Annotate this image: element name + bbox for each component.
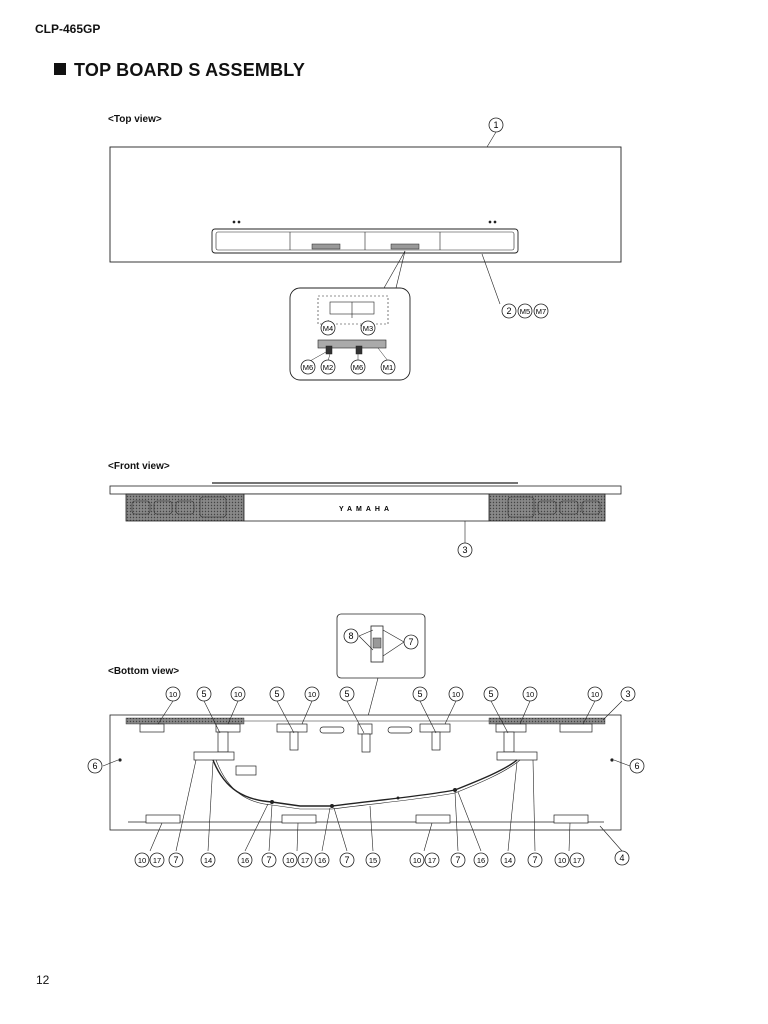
svg-text:M1: M1	[382, 363, 394, 372]
callout-bottom_sides-6	[630, 759, 644, 773]
svg-text:10: 10	[307, 690, 317, 699]
callout-bottom_row-7	[451, 853, 465, 867]
callout-inset-7	[404, 635, 418, 649]
callout-detail-M3	[361, 321, 375, 335]
callout-bottom_row-7	[169, 853, 183, 867]
callout-bottom_row-16	[315, 853, 329, 867]
callout-bottom_row-16	[238, 853, 252, 867]
svg-text:10: 10	[137, 856, 147, 865]
svg-text:17: 17	[300, 856, 310, 865]
callout-detail-M1	[381, 360, 395, 374]
svg-text:5: 5	[488, 689, 494, 699]
svg-text:7: 7	[455, 855, 461, 865]
callout-bottom_row-7	[528, 853, 542, 867]
callout-bottom_top_row-5	[270, 687, 284, 701]
svg-text:3: 3	[625, 689, 631, 699]
svg-text:M2: M2	[322, 363, 334, 372]
callout-bottom_row-10	[283, 853, 297, 867]
top-view-drawing	[110, 132, 621, 380]
callout-bottom_top_row-10	[231, 687, 245, 701]
svg-text:2: 2	[506, 306, 512, 316]
svg-text:7: 7	[408, 637, 414, 647]
svg-text:M5: M5	[519, 307, 531, 316]
svg-text:1: 1	[493, 120, 499, 130]
bottom-view-drawing	[110, 715, 621, 830]
callout-bottom_row-15	[366, 853, 380, 867]
front-view-label: <Front view>	[108, 461, 170, 472]
svg-text:10: 10	[285, 856, 295, 865]
svg-text:7: 7	[344, 855, 350, 865]
bottom-view-label: <Bottom view>	[108, 666, 180, 677]
svg-text:16: 16	[317, 856, 327, 865]
front-view-drawing	[110, 483, 621, 543]
svg-text:15: 15	[368, 856, 378, 865]
callout-bottom_row-10	[555, 853, 569, 867]
callout-bottom_top_row-10	[523, 687, 537, 701]
svg-text:M4: M4	[322, 324, 334, 333]
top-board-outline	[110, 147, 621, 262]
svg-text:16: 16	[240, 856, 250, 865]
svg-text:10: 10	[590, 690, 600, 699]
svg-text:10: 10	[233, 690, 243, 699]
svg-text:4: 4	[619, 853, 625, 863]
front-speaker-grille-right	[489, 494, 605, 521]
callout-bottom_top_row-10	[305, 687, 319, 701]
svg-text:5: 5	[201, 689, 207, 699]
svg-text:M3: M3	[362, 324, 374, 333]
callout-bottom_row-14	[201, 853, 215, 867]
svg-text:3: 3	[462, 545, 468, 555]
callout-detail-M2	[321, 360, 335, 374]
callout-detail-M6	[301, 360, 315, 374]
callout-bottom_top_row-5	[197, 687, 211, 701]
callout-top-2	[502, 304, 516, 318]
callout-inset-8	[344, 629, 358, 643]
model-number: CLP-465GP	[35, 22, 101, 36]
callout-bottom_row-17	[298, 853, 312, 867]
svg-text:16: 16	[476, 856, 486, 865]
page-number: 12	[36, 973, 50, 987]
svg-text:8: 8	[348, 631, 354, 641]
svg-text:10: 10	[168, 690, 178, 699]
callout-bottom_row-17	[570, 853, 584, 867]
svg-text:17: 17	[152, 856, 162, 865]
callout-bottom_row-7	[262, 853, 276, 867]
callout-top-1	[489, 118, 503, 132]
callout-bottom_top_row-5	[413, 687, 427, 701]
top-view-label: <Top view>	[108, 114, 162, 125]
svg-text:14: 14	[203, 856, 213, 865]
svg-text:14: 14	[503, 856, 513, 865]
callout-bottom_top_row-5	[340, 687, 354, 701]
callout-bottom_top_row-10	[166, 687, 180, 701]
callout-bottom_row-17	[425, 853, 439, 867]
svg-text:5: 5	[417, 689, 423, 699]
svg-text:M6: M6	[352, 363, 364, 372]
callout-top-M5	[518, 304, 532, 318]
callout-bottom_top_row-5	[484, 687, 498, 701]
callout-bottom_row-16	[474, 853, 488, 867]
svg-text:7: 7	[173, 855, 179, 865]
svg-text:7: 7	[532, 855, 538, 865]
svg-text:10: 10	[525, 690, 535, 699]
svg-text:5: 5	[274, 689, 280, 699]
svg-text:6: 6	[634, 761, 640, 771]
callout-bottom_top_row-10	[449, 687, 463, 701]
svg-text:10: 10	[412, 856, 422, 865]
callout-top-M7	[534, 304, 548, 318]
svg-text:10: 10	[451, 690, 461, 699]
callout-front-3	[458, 543, 472, 557]
svg-text:17: 17	[427, 856, 437, 865]
callout-bottom_row-4	[615, 851, 629, 865]
callout-bottom_row-10	[135, 853, 149, 867]
svg-text:6: 6	[92, 761, 98, 771]
svg-text:10: 10	[557, 856, 567, 865]
callout-detail-M4	[321, 321, 335, 335]
callout-bottom_row-14	[501, 853, 515, 867]
callout-bottom_sides-6	[88, 759, 102, 773]
front-panel-top	[110, 486, 621, 494]
svg-text:5: 5	[344, 689, 350, 699]
callout-bottom_row-10	[410, 853, 424, 867]
svg-text:M6: M6	[302, 363, 314, 372]
svg-text:M7: M7	[535, 307, 547, 316]
svg-text:17: 17	[572, 856, 582, 865]
callout-bottom_top_row-10	[588, 687, 602, 701]
callout-bottom_row-17	[150, 853, 164, 867]
callout-detail-M6	[351, 360, 365, 374]
svg-text:7: 7	[266, 855, 272, 865]
callout-bottom_top_row-3	[621, 687, 635, 701]
callout-bottom_row-7	[340, 853, 354, 867]
section-title-text: TOP BOARD S ASSEMBLY	[74, 60, 306, 80]
front-logo-text: YAMAHA	[338, 506, 394, 513]
